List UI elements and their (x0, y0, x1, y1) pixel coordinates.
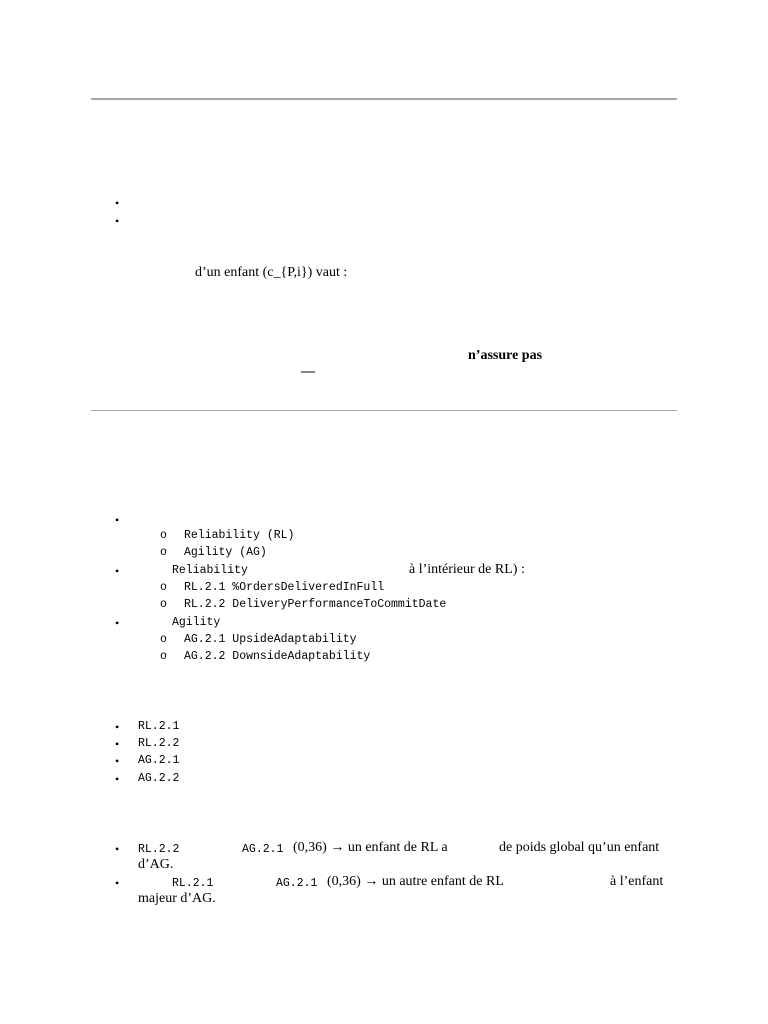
bullet-icon: • (115, 737, 120, 751)
observation-2-text-b: à l’enfant (610, 874, 664, 889)
sub-bullet-icon: o (160, 581, 167, 594)
observation-2-line2: majeur d’AG. (138, 891, 216, 906)
section-divider-middle (91, 410, 677, 411)
observation-1-text-b: de poids global qu’un enfant (499, 840, 660, 855)
bullet-icon: • (115, 214, 120, 228)
sub-bullet-icon: o (160, 598, 167, 611)
section-divider-top (91, 98, 677, 100)
ranking-item: RL.2.1 (138, 720, 180, 733)
dash-mark: — (301, 364, 315, 379)
bullet-icon: • (115, 513, 120, 527)
bullet-icon: • (115, 720, 120, 734)
bullet-icon: • (115, 772, 120, 786)
ranking-item: AG.2.1 (138, 754, 180, 767)
sub-bullet-icon: o (160, 650, 167, 663)
sub-bullet-icon: o (160, 633, 167, 646)
observation-1-line2: d’AG. (138, 857, 174, 872)
bullet-icon: • (115, 564, 120, 578)
agility-child-1: AG.2.1 UpsideAdaptability (184, 633, 357, 646)
bullet-icon: • (115, 754, 120, 768)
bullet-icon: • (115, 196, 120, 210)
reliability-code: Reliability (172, 564, 248, 577)
observation-1-text-a: (0,36) → un enfant de RL a (293, 840, 448, 855)
formula-line: d’un enfant (c_{P,i}) vaut : (195, 265, 348, 280)
emphasis-text: n’assure pas (468, 348, 543, 363)
reliability-child-1: RL.2.1 %OrdersDeliveredInFull (184, 581, 385, 594)
agility-code: Agility (172, 616, 221, 629)
level1-item-rl: Reliability (RL) (184, 529, 295, 542)
reliability-child-2: RL.2.2 DeliveryPerformanceToCommitDate (184, 598, 447, 611)
level1-item-ag: Agility (AG) (184, 546, 267, 559)
bullet-icon: • (115, 842, 120, 856)
ranking-item: RL.2.2 (138, 737, 180, 750)
observation-1-code-a: RL.2.2 (138, 843, 180, 856)
ranking-item: AG.2.2 (138, 772, 180, 785)
observation-2-code-b: AG.2.1 (276, 877, 318, 890)
observation-2-text-a: (0,36) → un autre enfant de RL (327, 874, 504, 889)
observation-2-code-a: RL.2.1 (172, 877, 214, 890)
sub-bullet-icon: o (160, 546, 167, 559)
agility-child-2: AG.2.2 DownsideAdaptability (184, 650, 371, 663)
bullet-icon: • (115, 616, 120, 630)
sub-bullet-icon: o (160, 529, 167, 542)
bullet-icon: • (115, 876, 120, 890)
reliability-text: à l’intérieur de RL) : (409, 562, 525, 577)
observation-1-code-b: AG.2.1 (242, 843, 284, 856)
